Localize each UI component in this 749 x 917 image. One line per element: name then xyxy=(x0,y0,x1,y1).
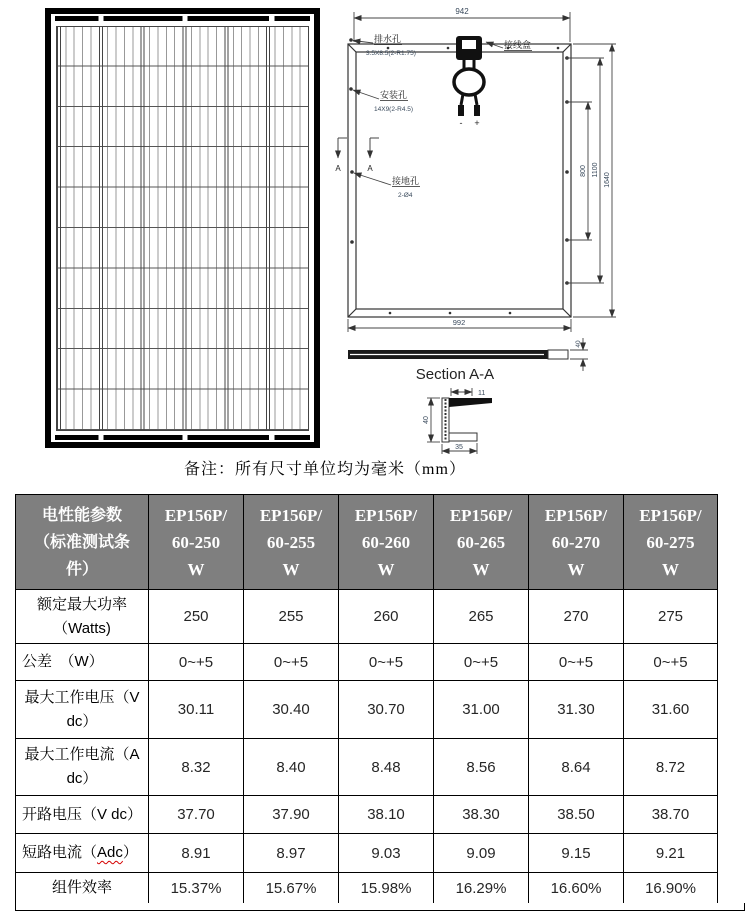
value-cell: 8.56 xyxy=(434,739,529,796)
value-cell: 8.97 xyxy=(244,834,339,873)
section-cut-markers xyxy=(338,138,379,158)
value-cell: 250 xyxy=(149,590,244,644)
value-cell: 31.30 xyxy=(529,681,624,739)
value-cell: 31.00 xyxy=(434,681,529,739)
ground-hole-label: 接地孔 xyxy=(392,176,420,186)
value-cell: 9.03 xyxy=(339,834,434,873)
polarity-plus-label: + xyxy=(474,118,480,128)
row-label: 短路电流（Adc） xyxy=(16,834,149,873)
table-row xyxy=(16,796,718,834)
value-cell: 38.50 xyxy=(529,796,624,834)
section-aa-title: Section A-A xyxy=(415,366,495,383)
dim-40-thickness-label: 40 xyxy=(575,340,582,348)
row-label: 组件效率 xyxy=(16,873,149,904)
table-row xyxy=(16,739,718,796)
value-cell: 8.48 xyxy=(339,739,434,796)
value-cell: 37.90 xyxy=(244,796,339,834)
value-cell: 265 xyxy=(434,590,529,644)
dim-1100-label: 1100 xyxy=(592,162,599,178)
row-label: 开路电压（V dc） xyxy=(16,796,149,834)
drain-hole-label: 排水孔 xyxy=(374,34,402,44)
value-cell: 38.10 xyxy=(339,796,434,834)
table-row xyxy=(16,681,718,739)
solar-panel-front-view xyxy=(45,8,320,448)
table-row xyxy=(16,834,718,873)
value-cell: 0~+5 xyxy=(244,644,339,681)
model-header-cell: EP156P/ 60-250 W xyxy=(149,495,244,590)
section-marker-a-left: A xyxy=(335,164,341,173)
value-cell: 9.21 xyxy=(624,834,718,873)
value-cell: 0~+5 xyxy=(529,644,624,681)
row-label: 公差 （W） xyxy=(16,644,149,681)
value-cell: 15.98% xyxy=(339,873,434,904)
model-header-cell: EP156P/ 60-255 W xyxy=(244,495,339,590)
value-cell: 16.60% xyxy=(529,873,624,904)
section-aa-bar xyxy=(348,350,568,359)
panel-cell-grid xyxy=(56,26,309,431)
value-cell: 0~+5 xyxy=(624,644,718,681)
ground-hole-spec: 2-Ø4 xyxy=(398,192,413,199)
value-cell: 8.64 xyxy=(529,739,624,796)
profile-base-label: 35 xyxy=(455,444,463,451)
value-cell: 15.37% xyxy=(149,873,244,904)
value-cell: 8.72 xyxy=(624,739,718,796)
junction-box-drawing xyxy=(454,36,484,116)
value-cell: 16.90% xyxy=(624,873,718,904)
spellcheck-underlined-word: Adc xyxy=(97,844,123,861)
mounting-hole-label: 安装孔 xyxy=(380,90,408,100)
units-note: 备注：所有尺寸单位均为毫米（mm） xyxy=(184,461,466,478)
dim-1640-label: 1640 xyxy=(604,172,611,188)
model-header-cell: EP156P/ 60-270 W xyxy=(529,495,624,590)
value-cell: 0~+5 xyxy=(339,644,434,681)
section-marker-a-right: A xyxy=(367,164,373,173)
table-row xyxy=(16,590,718,644)
value-cell: 8.91 xyxy=(149,834,244,873)
row-label: 额定最大功率（Watts) xyxy=(16,590,149,644)
table-empty-row xyxy=(15,903,745,911)
frame-hole-dots xyxy=(349,38,569,314)
value-cell: 8.40 xyxy=(244,739,339,796)
profile-lip-label: 11 xyxy=(478,390,486,397)
rear-panel-outline xyxy=(348,44,571,317)
model-header-cell: EP156P/ 60-275 W xyxy=(624,495,718,590)
value-cell: 37.70 xyxy=(149,796,244,834)
profile-height-label: 40 xyxy=(423,416,430,424)
frame-profile-detail xyxy=(442,398,492,442)
junction-box-label: 接线盒 xyxy=(504,40,532,50)
dim-800-label: 800 xyxy=(580,165,587,177)
drain-hole-spec: 3.5X8.5(2-R1.75) xyxy=(366,50,416,57)
row-label: 最大工作电压（V dc） xyxy=(16,681,149,739)
model-header-cell: EP156P/ 60-260 W xyxy=(339,495,434,590)
polarity-minus-label: - xyxy=(459,118,463,128)
table-header-row xyxy=(16,495,718,590)
value-cell: 275 xyxy=(624,590,718,644)
value-cell: 255 xyxy=(244,590,339,644)
panel-rear-dimension-drawing xyxy=(330,2,640,457)
table-row xyxy=(16,644,718,681)
value-cell: 38.30 xyxy=(434,796,529,834)
mounting-hole-spec: 14X9(2-R4.5) xyxy=(374,106,414,113)
panel-bottom-rail xyxy=(55,435,310,440)
value-cell: 270 xyxy=(529,590,624,644)
value-cell: 0~+5 xyxy=(434,644,529,681)
value-cell: 30.40 xyxy=(244,681,339,739)
dim-942-label: 942 xyxy=(455,7,469,16)
value-cell: 260 xyxy=(339,590,434,644)
electrical-parameters-table xyxy=(15,494,718,904)
row-label: 最大工作电流（A dc） xyxy=(16,739,149,796)
value-cell: 38.70 xyxy=(624,796,718,834)
value-cell: 30.11 xyxy=(149,681,244,739)
table-row xyxy=(16,873,718,904)
value-cell: 9.15 xyxy=(529,834,624,873)
value-cell: 31.60 xyxy=(624,681,718,739)
value-cell: 30.70 xyxy=(339,681,434,739)
panel-top-rail xyxy=(55,16,310,21)
value-cell: 8.32 xyxy=(149,739,244,796)
profile-dimensions xyxy=(427,388,477,454)
value-cell: 15.67% xyxy=(244,873,339,904)
value-cell: 0~+5 xyxy=(149,644,244,681)
dim-992-label: 992 xyxy=(452,318,466,327)
value-cell: 9.09 xyxy=(434,834,529,873)
param-header-cell: 电性能参数 （标准测试条 件） xyxy=(16,495,149,590)
model-header-cell: EP156P/ 60-265 W xyxy=(434,495,529,590)
value-cell: 16.29% xyxy=(434,873,529,904)
